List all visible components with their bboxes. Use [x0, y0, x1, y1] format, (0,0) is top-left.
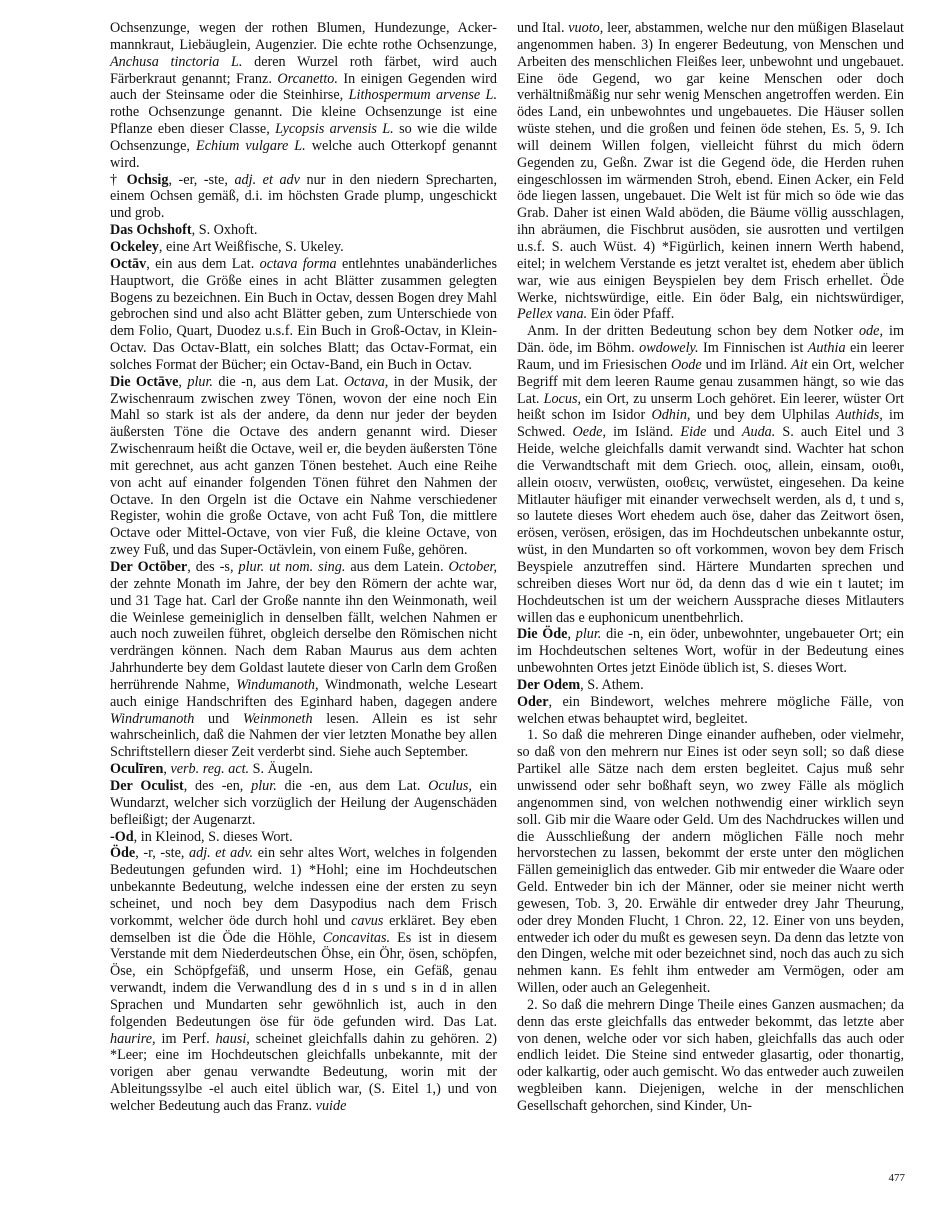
- entry-text: der zehnte Monath im Jahre, der bey den Römern der achte war, und 31 Tage hat. Carl der Große nannte ihn den Weinmonath, weil die Weinlese gemeiniglich in denselben fällt, welchen Nahmen er auch noch zuweilen führet, obgleich derselbe den Römischen nicht verdrängen können. Nach dem Raban Maurus aus dem achten Jahrhunderte bey dem Goldast lautete dieser von Carln dem Großen herrührende Nahme,: [110, 575, 497, 693]
- entry-italic-term: adj. et adv: [234, 171, 300, 188]
- page-number: 477: [888, 1172, 905, 1184]
- dictionary-entry: [110, 559, 497, 761]
- entry-italic-term: October,: [448, 559, 497, 575]
- entry-text: ein Ort, zu unserm Loch gehöret. Ein leerer, wüster Ort heißt schon im Isidor: [517, 390, 904, 424]
- dictionary-entry: [517, 323, 904, 626]
- entry-italic-term: verb. reg. act.: [170, 761, 250, 778]
- entry-italic-term: vuide: [315, 1098, 347, 1114]
- entry-text: die -en, aus dem Lat.: [276, 777, 429, 794]
- entry-text: die -n, ein öder, unbewohnter, ungebaueter Ort; ein im Hochdeutschen seltenes Wort, wofür in der Bedeutung eines unbewohnten Ortes jetzt Einöde üblich ist, S. dieses Wort.: [517, 626, 904, 677]
- entry-text: im Perf.: [155, 1030, 216, 1047]
- entry-text: , ein aus dem Lat.: [146, 255, 260, 272]
- entry-headword: Oculīren: [110, 761, 164, 778]
- entry-italic-term: ode,: [858, 323, 883, 340]
- entry-italic-term: Odhin,: [651, 407, 691, 424]
- dictionary-entry: [110, 761, 497, 778]
- entry-italic-term: Locus,: [543, 390, 582, 407]
- entry-text: im Dän. öde, im Böhm.: [517, 323, 904, 357]
- entry-text: †: [110, 171, 127, 188]
- entry-headword: Öde: [110, 845, 136, 862]
- entry-headword: Die Öde: [517, 626, 568, 643]
- entry-italic-term: Ait: [791, 356, 808, 373]
- entry-headword: Die Octāve: [110, 373, 179, 390]
- entry-text: , des -en,: [183, 777, 252, 794]
- entry-italic-term: Echium vulgare L.: [196, 137, 306, 154]
- entry-text: in der Musik, der Zwischenraum zwischen zwey Tönen, wovon der eine noch Ein Mahl so stark ist als der andere, da denn nur jeder der beyden äußersten Töne die Octave des andern genannt wird. Dieser Zwischenraum heißt die Octave, weil er, die beyden äußersten Töne mit gerechnet, aus acht ganzen Tönen bestehet. Auch eine Reihe von acht auf einander folgenden Tönen führet den Nahmen der Octave. In den Orgeln ist die Octave ein Nahme verschiedener Register, wohin die große Octave, von acht Fuß Ton, die mittlere Octave oder Mittel-Octave, von vier Fuß, die kleine Octave, von zwey Fuß, und das Super-Octävlein, von einem Fuße, gehören.: [110, 373, 497, 559]
- entry-italic-term: Octava,: [343, 373, 389, 390]
- entry-text: Windmonath, welche Leseart auch einige Handschriften des Eginhard haben, dagegen andere: [110, 676, 497, 710]
- entry-italic-term: plur.: [575, 626, 602, 643]
- entry-text: Ochsenzunge, wegen der rothen Blumen, Hundezunge, Ackermannkraut, Liebäuglein, Augenzier. Die echte rothe Ochsenzunge,: [110, 20, 497, 53]
- entry-italic-term: Authids,: [835, 407, 883, 424]
- entry-headword: Das Ochshoft: [110, 222, 192, 239]
- entry-text: ein Ort, welcher Begriff mit dem leeren Raume genau zusammen hängt, so wie das Lat.: [517, 356, 904, 407]
- dictionary-entry: [110, 222, 497, 239]
- entry-italic-term: Oede,: [572, 424, 607, 441]
- entry-text: entlehntes unabänderliches Hauptwort, die Größe eines in acht Blätter zusammen gelegten Bogens zu bezeichnen. Ein Buch in Octav, dessen Bogen drey Mahl gebrochen sind und also acht Blätter geben, zum Unterschiede von dem Folio, Quart, Duodez u.s.f. Ein Buch in Groß-Octav, in Klein-Octav. Das Octav-Blatt, ein solches Blatt; das Octav-Format, ein solches Format der Bücher; ein Octav-Band, ein Buch in Octav.: [110, 255, 498, 373]
- entry-text: 2. So daß die mehrern Dinge Theile eines Ganzen ausmachen; da denn das erste gleichfalls das entweder bekommt, das letzte aber von denen, welche oder vor sich haben, gleichfalls das auch oder endlich leidet. Die Steine sind entweder glasartig, oder thonartig, oder kalkartig, oder auch gemischt. Wo das entweder auch zuweilen wegbleiben kann. Diejenigen, welche in der menschlichen Gesellschaft gehorchen, sind Kinder, Un-: [517, 996, 904, 1114]
- entry-text: , in Kleinod, S. dieses Wort.: [133, 828, 293, 845]
- entry-italic-term: Lithospermum arvense L.: [348, 87, 497, 104]
- entry-text: rothe Ochsenzunge genannt. Die kleine Ochsenzunge ist eine Pflanze eben dieser Classe,: [110, 104, 497, 138]
- entry-italic-term: hausi,: [215, 1030, 250, 1047]
- entry-headword: Oder: [517, 693, 549, 710]
- entry-text: und im Irländ.: [701, 356, 791, 373]
- entry-text: , ein Bindewort, welches mehrere mögliche Fälle, von welchen etwas behauptet wird, begleitet.: [517, 693, 904, 727]
- entry-italic-term: cavus: [351, 912, 384, 929]
- dictionary-entry: [517, 677, 904, 694]
- entry-text: , eine Art Weißfische, S. Ukeley.: [158, 238, 344, 255]
- dictionary-entry: [110, 172, 497, 223]
- entry-text: und Ital.: [517, 20, 569, 36]
- entry-text: S. auch Eitel und 3 Heide, welche gleichfalls damit verwandt sind. Wachter hat schon die Verwandtschaft mit dem Griech. οιος, allein, einsam, οιοθι, allein οιοειν, verwüsten, οιοθεις, verwüstet, eingesehen. Da keine Mitlauter häufiger mit einander verwechselt werden, als d, t und s, so lautete dieses Wort ehedem auch öse, daher das Zeitwort ösen, erösen, verösen, erösigen, das im Hochdeutschen unbekannte ostur, wüst, in den Mundarten so oft vorkommen, wovon bey dem Frisch Beyspiele anzutreffen sind. Härtere Mundarten sprechen und schreiben dieses Wort nur öd, da denn das d wie ein t lautet; im Hochdeutschen ist um der weichern Aussprache dieses Mitlauters willen das e euphonicum unentbehrlich.: [517, 424, 905, 626]
- entry-text: ein Wundarzt, welcher sich vorzüglich der Heilung der Augenschäden befleißigt; der Augenarzt.: [110, 777, 497, 828]
- dictionary-entry: [517, 694, 904, 728]
- entry-text: 1. So daß die mehreren Dinge einander aufheben, oder vielmehr, so daß von den mehrern nur Eines ist oder seyn soll; so daß diese Partikel alle Sätze nach dem ersten begleitet. Cajus muß sehr unwissend oder sehr boßhaft seyn, wo zwey Fälle als möglich angenommen sind, von welchen nothwendig einer wirklich seyn soll. Gib mir die Waare oder Geld. Um des Nachdruckes willen und die Ausschließung der andern möglichen Fälle noch mehr hervorstechen zu lassen, bekommt der erste unter den möglichen Fällen gemeiniglich das entweder. Gib mir entweder die Waare oder Geld. Entweder bin ich der Männer, oder sie meiner nicht werth gewesen, Tob. 3, 20. Erwähle dir entweder drey Jahr Theurung, oder drey Monden Flucht, 1 Chron. 22, 12. Einer von uns beyden, entweder ich oder du mußt es gewesen seyn. Da denn das letzte von den Dingen, welche mit oder bezeichnet sind, noch das auch zu sich nehmen kann. Es fehlt ihm entweder am Vermögen, oder am Willen, oder auch an Gelegenheit.: [517, 727, 904, 997]
- entry-italic-term: Orcanetto.: [277, 70, 338, 87]
- entry-italic-term: octava forma: [259, 255, 337, 272]
- entry-headword: -Od: [110, 828, 134, 845]
- dictionary-entry: [110, 829, 497, 846]
- entry-italic-term: plur.: [187, 373, 213, 390]
- entry-text: , S. Oxhoft.: [191, 222, 258, 239]
- entry-text: ,: [567, 626, 576, 643]
- entry-italic-term: plur.: [251, 777, 277, 794]
- entry-text: S. Äugeln.: [249, 761, 313, 778]
- entry-italic-term: Oculus,: [428, 777, 472, 794]
- entry-text: aus dem Latein.: [345, 559, 449, 575]
- entry-text: Im Finnischen ist: [698, 340, 808, 357]
- entry-text: Anm. In der dritten Bedeutung schon bey dem Notker: [527, 323, 859, 340]
- entry-text: im Schwed.: [517, 407, 904, 441]
- entry-headword: Octāv: [110, 255, 147, 272]
- right-column: [517, 20, 904, 1115]
- entry-italic-term: adj. et adv.: [189, 845, 254, 862]
- entry-italic-term: Auda.: [741, 424, 776, 441]
- dictionary-entry: [110, 845, 497, 1115]
- entry-italic-term: owdowely.: [639, 340, 699, 357]
- entry-text: scheinet gleichfalls dahin zu gehören. 2) *Leer; eine im Hochdeutschen gleichfalls unbekannte, mit der vorigen aber genau verwandte Bedeutung, worin mit der Ableitungssylbe -el auch eitel üblich war, (S. Eitel 1,) und von welcher Bedeutung auch das Franz.: [110, 1030, 497, 1114]
- entry-text: , -r, -ste,: [135, 845, 190, 862]
- entry-italic-term: Oode: [670, 356, 702, 373]
- entry-text: im Isländ.: [606, 424, 681, 441]
- dictionary-entry: [517, 997, 904, 1115]
- entry-italic-term: Lycopsis arvensis L.: [275, 121, 394, 138]
- entry-italic-term: plur. ut nom. sing.: [238, 559, 346, 575]
- entry-text: , des -s,: [187, 559, 239, 575]
- entry-headword: Ochsig: [126, 171, 169, 188]
- entry-text: deren Wurzel roth färbet, wird auch Färberkraut genannt; Franz.: [110, 53, 497, 87]
- entry-text: ein sehr altes Wort, welches in folgenden Bedeutungen gefunden wird. 1) *Hohl; eine im Hochdeutschen unbekannte Bedeutung, welche indessen eine der ersten zu seyn scheinet, und noch bey dem Dasypodius nach dem Frisch vorkommt, welcher öde durch hohl und: [110, 845, 497, 929]
- entry-italic-term: Windrumanoth: [110, 710, 195, 727]
- entry-text: die -n, aus dem Lat.: [212, 373, 344, 390]
- dictionary-entry: [517, 727, 904, 997]
- entry-text: ,: [163, 761, 171, 778]
- dictionary-entry: [517, 626, 904, 677]
- entry-text: lesen. Allein es ist sehr wahrscheinlich, daß die Nahmen der vier letzten Monathe bey allen Schriftstellern dieser Zeit verderbt sind. Siehe auch September.: [110, 710, 497, 761]
- entry-italic-term: Weinmoneth: [242, 710, 313, 727]
- entry-text: Ein öder Pfaff.: [587, 306, 675, 323]
- entry-text: leer, abstammen, welche nur den müßigen Blaselaut angenommen haben. 3) In engerer Bedeutung, von Menschen und Arbeiten des menschlichen Fleißes leer, unbewohnt und ungebauet. Eine öde Gegend, wo gar keine Menschen oder doch verhältnißmäßig nur sehr wenig Menschen angetroffen werden. Ein ödes Land, ein unbewohntes und ungebauetes. Die Häuser sollen wüste stehen, und die großen und feinen öde stehen, Es. 5, 9. Ich will deinem Willen folgen, vielleicht führst du mich ödern Gegenden zu, Geßn. Zwar ist die Gegend öde, die Herden ruhen eingeschlossen im wärmenden Stroh, ebend. Einen Acker, ein Feld öde liegen lassen, ungebauet. Die Welt ist für mich so öde wie das Grab. Daher ist einen Wald aböden, die Bäume völlig ausschlagen, ihn abräumen, die Fischbrut ausöden, sie ausrotten und vertilgen u.s.f. S. auch Wüst. 4) *Figürlich, keinen innern Werth habend, eitel; in welchem Verstande es jetzt veraltet ist, ehedem aber üblich war, wie aus einigen Beyspielen bey dem Frisch erhellet. Öde Werke, nichtswürdige, eitle. Ein öder Balg, ein nichtswürdiger,: [517, 20, 905, 306]
- entry-headword: Ockeley: [110, 238, 159, 255]
- entry-text: erkläret. Bey eben demselben ist die Öde die Höhle,: [110, 912, 497, 946]
- entry-italic-term: Authia: [807, 340, 846, 357]
- entry-italic-term: Eide: [680, 424, 707, 441]
- dictionary-entry: [110, 256, 497, 374]
- entry-italic-term: Pellex vana.: [517, 306, 588, 323]
- dictionary-entry: [110, 20, 497, 172]
- entry-text: , -er, -ste,: [168, 171, 235, 188]
- entry-italic-term: Concavitas.: [322, 929, 391, 946]
- entry-headword: Der Oculist: [110, 777, 184, 794]
- entry-text: Es ist in diesem Verstande mit dem Niederdeutschen Öhse, ein Öhr, ösen, schöpfen, Öse, ein Schöpfgefäß, und unserm Hose, ein Gefäß, genau verwandt, indem die Verwandlung des d in s und s in d in allen Sprachen und Mundarten sehr gewöhnlich ist, auch in den folgenden Bedeutungen öse für öde gefunden wird. Das Lat.: [110, 929, 497, 1030]
- entry-text: welche auch Otterkopf genannt wird.: [110, 137, 497, 171]
- entry-text: nur in den niedern Sprecharten, einem Ochsen gemäß, d.i. im höchsten Grade plump, ungeschickt und grob.: [110, 171, 498, 222]
- entry-text: , S. Athem.: [580, 676, 644, 693]
- dictionary-entry: [110, 239, 497, 256]
- entry-italic-term: Anchusa tinctoria L.: [110, 53, 243, 70]
- entry-text: ,: [178, 373, 188, 390]
- entry-text: und: [194, 710, 243, 727]
- dictionary-entry: [517, 20, 904, 323]
- dictionary-entry: [110, 374, 497, 559]
- entry-headword: Der Odem: [517, 676, 581, 693]
- left-column: [110, 20, 497, 1115]
- entry-italic-term: Windumanoth,: [236, 676, 319, 693]
- entry-italic-term: vuoto,: [568, 20, 604, 36]
- entry-italic-term: haurire,: [110, 1030, 156, 1047]
- entry-text: ein leerer Raum, und im Friesischen: [517, 340, 904, 373]
- entry-text: und: [706, 424, 742, 441]
- entry-text: so wie die wilde Ochsenzunge,: [110, 121, 497, 154]
- dictionary-entry: [110, 778, 497, 829]
- entry-headword: Der Octōber: [110, 559, 188, 575]
- entry-text: In einigen Gegenden wird auch der Steinsame oder die Steinhirse,: [110, 70, 497, 104]
- entry-text: und bey dem Ulphilas: [690, 407, 836, 424]
